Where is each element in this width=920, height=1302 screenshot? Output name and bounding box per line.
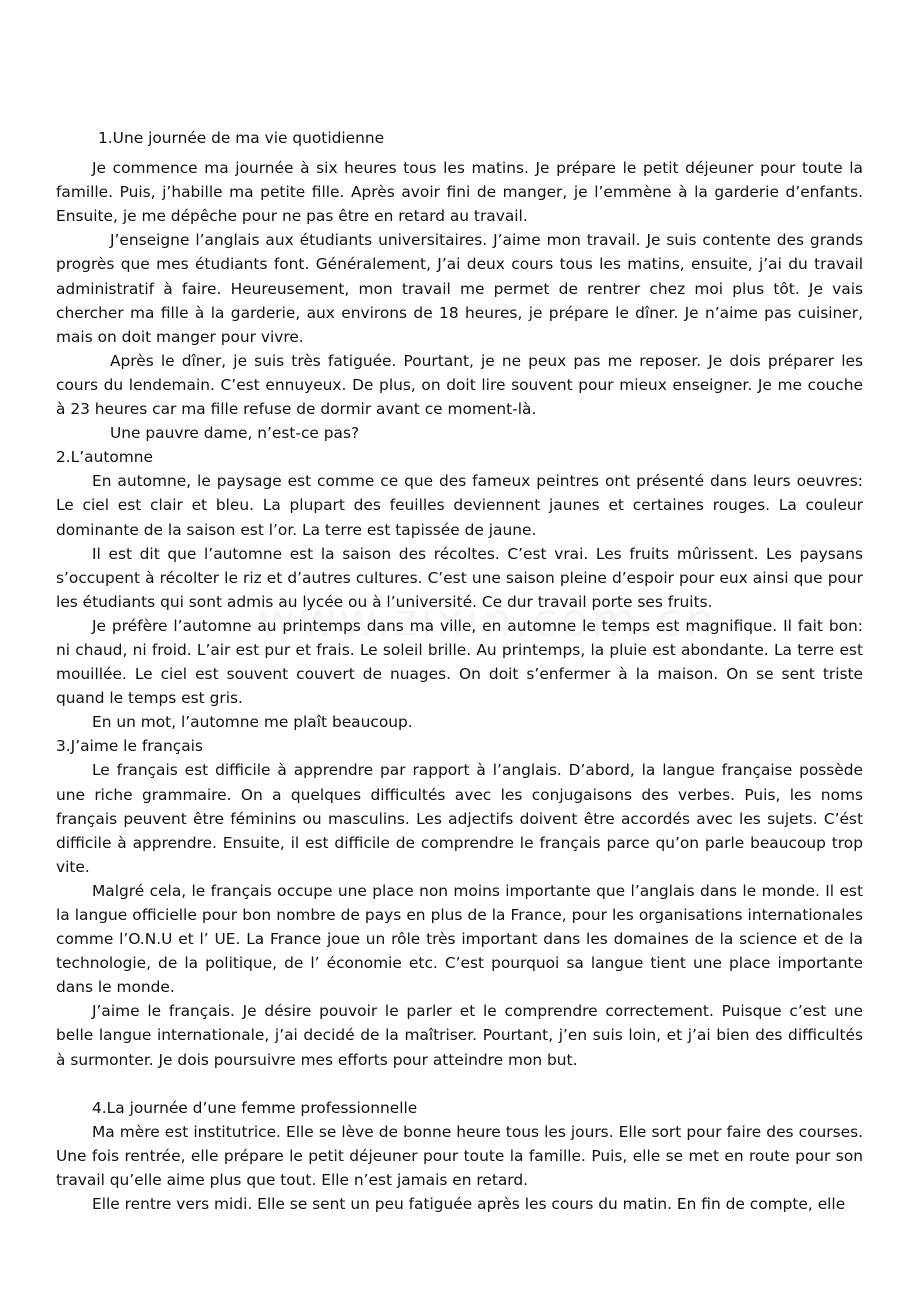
section-1-heading: 1.Une journée de ma vie quotidienne (98, 129, 385, 147)
section-4-heading: 4.La journée d’une femme professionnelle (92, 1098, 418, 1117)
spacer (56, 1072, 863, 1096)
section-3-heading: 3.J’aime le français (56, 737, 203, 756)
section-2-heading: 2.L’automne (56, 448, 154, 467)
section-2-paragraph-1: En automne, le paysage est comme ce que des fameux peintres ont présenté dans leurs oeuvres: Le ciel est clair et bleu. La plupart des feuilles deviennent jaunes et certaines rouges. La couleur dominante de la saison est l’or. La terre est tapissée de jaune. (56, 472, 863, 539)
section-1-paragraph-3: Après le dîner, je suis très fatiguée. Pourtant, je ne peux pas me reposer. Je dois préparer les cours du lendemain. C’est ennuyeux. De plus, on doit lire souvent pour mieux enseigner. Je me couche à 23 heures car ma fille refuse de dormir avant ce moment-là. (56, 351, 863, 419)
section-1-paragraph-4: Une pauvre dame, n’est-ce pas? (110, 424, 360, 443)
section-4-paragraph-2: Elle rentre vers midi. Elle se sent un peu fatiguée après les cours du matin. En fin de compte, elle (92, 1195, 846, 1214)
section-3-paragraph-1: Le français est difficile à apprendre par rapport à l’anglais. D’abord, la langue française possède une riche grammaire. On a quelques difficultés avec les conjugaisons des verbes. Puis, les noms français peuvent être féminins ou masculins. Les adjectifs doivent être accordés avec les sujets. C’ést difficile à apprendre. Ensuite, il est difficile de comprendre le français parce qu’on parle beaucoup trop vite. (56, 761, 863, 876)
section-2-paragraph-2: Il est dit que l’automne est la saison des récoltes. C’est vrai. Les fruits mûrissent. Les paysans s’occupent à récolter le riz et d’autres cultures. C’est une saison pleine d’espoir pour eux ainsi que pour les étudiants qui sont admis au lycée ou à l’université. Ce dur travail porte ses fruits. (56, 544, 863, 611)
section-1-paragraph-1: Je commence ma journée à six heures tous les matins. Je prépare le petit déjeuner pour toute la famille. Puis, j’habille ma petite fille. Après avoir fini de manger, je l’emmène à la garderie d’enfants. Ensuite, je me dépêche pour ne pas être en retard au travail. (56, 159, 863, 226)
section-3-paragraph-3: J’aime le français. Je désire pouvoir le parler et le comprendre correctement. Puisque c’est une belle langue internationale, j’ai decidé de la maîtriser. Pourtant, j’en suis loin, et j’ai bien des difficultés à surmonter. Je dois poursuivre mes efforts pour atteindre mon but. (56, 1002, 863, 1069)
document-body (56, 126, 863, 1216)
section-4-paragraph-1: Ma mère est institutrice. Elle se lève de bonne heure tous les jours. Elle sort pour faire des courses. Une fois rentrée, elle prépare le petit déjeuner pour toute la famille. Puis, elle se met en route pour son travail qu’elle aime plus que tout. Elle n’est jamais en retard. (56, 1122, 863, 1189)
section-3-paragraph-2: Malgré cela, le français occupe une place non moins importante que l’anglais dans le monde. Il est la langue officielle pour bon nombre de pays en plus de la France, pour les organisations internationales comme l’O.N.U et l’ UE. La France joue un rôle très important dans les domaines de la science et de la technologie, de la politique, de l’ économie etc. C’est pourquoi sa langue tient une place importante dans le monde. (56, 881, 863, 997)
section-1-paragraph-2: J’enseigne l’anglais aux étudiants universitaires. J’aime mon travail. Je suis contente des grands progrès que mes étudiants font. Généralement, J’ai deux cours tous les matins, ensuite, j’ai du travail administratif à faire. Heureusement, mon travail me permet de rentrer chez moi plus tôt. Je vais chercher ma fille à la garderie, aux environs de 18 heures, je prépare le dîner. Je n’aime pas cuisiner, mais on doit manger pour vivre. (56, 231, 863, 346)
section-2-paragraph-3: Je préfère l’automne au printemps dans ma ville, en automne le temps est magnifique. Il fait bon: ni chaud, ni froid. L’air est pur et frais. Le soleil brille. Au printemps, la pluie est abondante. La terre est mouillée. Le ciel est souvent couvert de nuages. On doit s’enfermer à la maison. On se sent triste quand le temps est gris. (56, 616, 863, 708)
section-2-paragraph-4: En un mot, l’automne me plaît beaucoup. (92, 713, 413, 732)
